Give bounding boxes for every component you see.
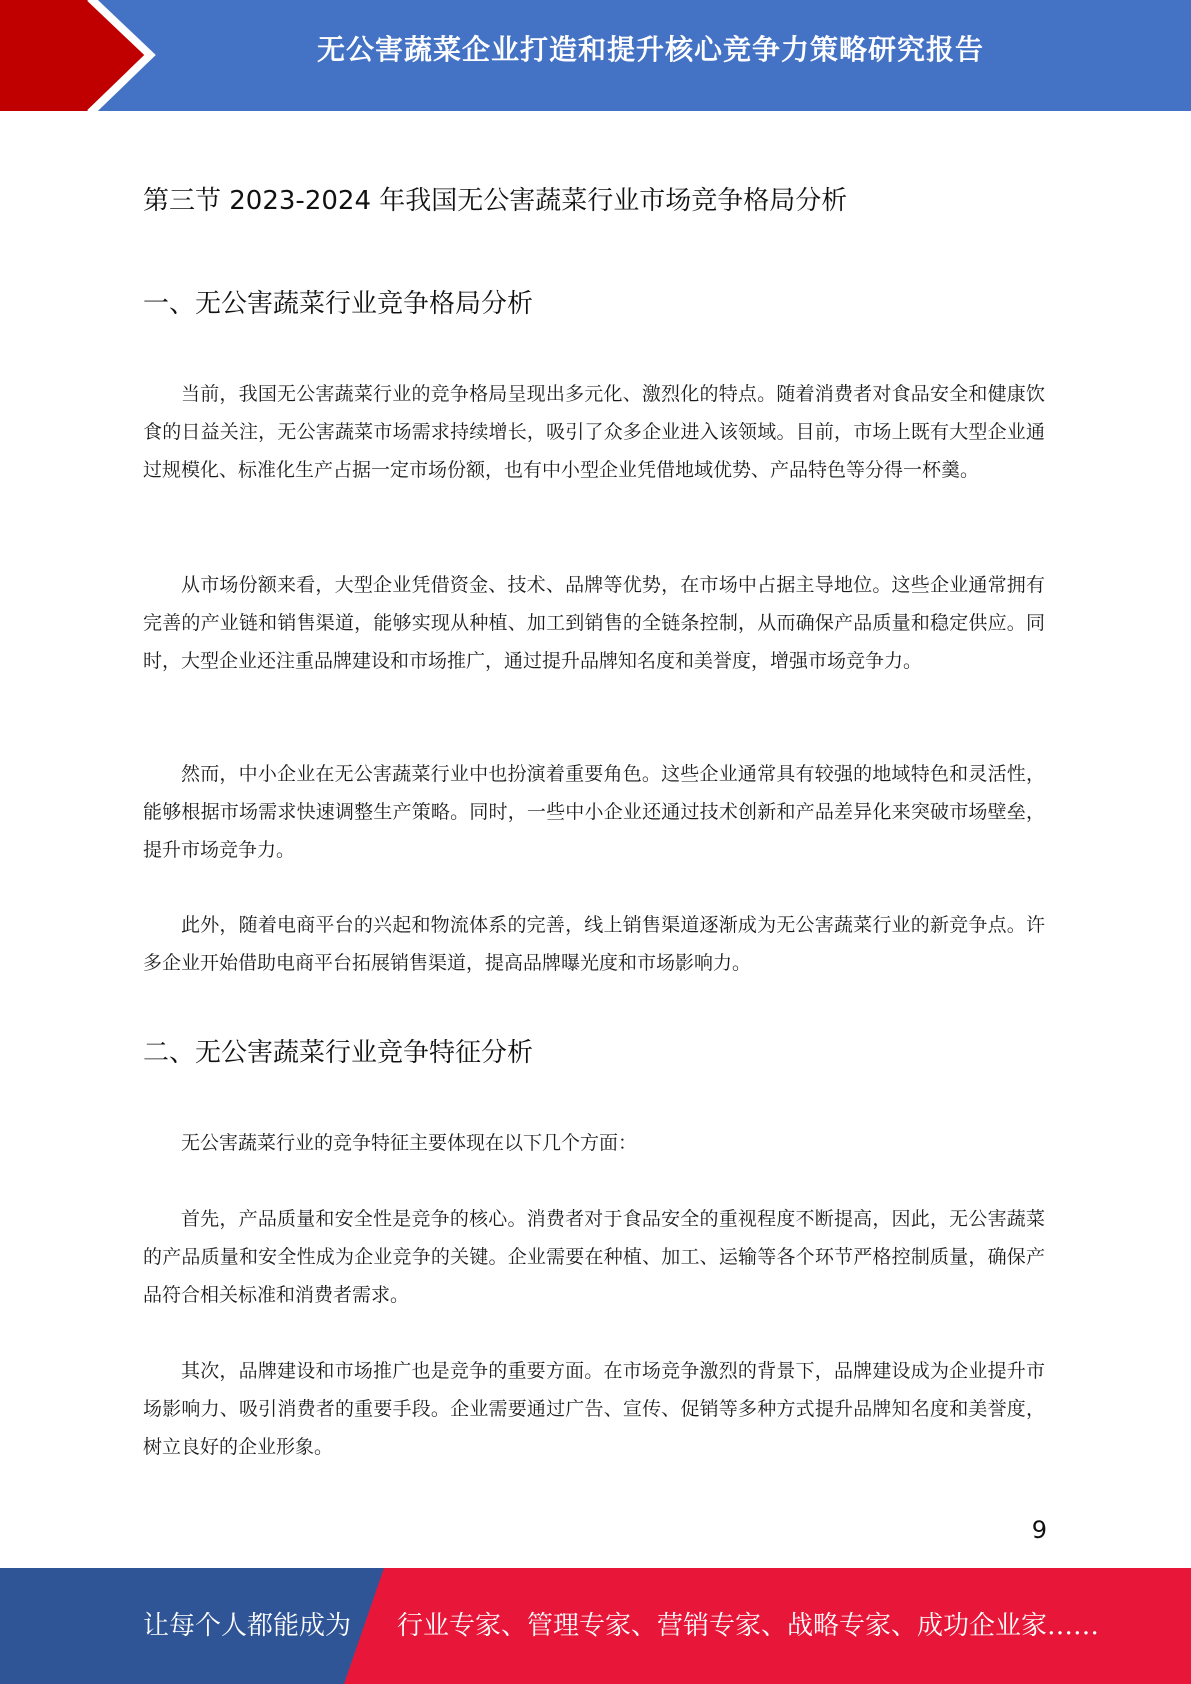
- report-title: 无公害蔬菜企业打造和提升核心竞争力策略研究报告: [316, 33, 984, 66]
- part2-paragraph-3: 其次，品牌建设和市场推广也是竞争的重要方面。在市场竞争激烈的背景下，品牌建设成为企业提升市场影响力、吸引消费者的重要手段。企业需要通过广告、宣传、促销等多种方式提升品牌知名度和美誉度，树立良好的企业形象。: [143, 1360, 1045, 1458]
- part2-paragraph-1: 无公害蔬菜行业的竞争特征主要体现在以下几个方面：: [181, 1132, 638, 1154]
- footer-slogan-right: 行业专家、管理专家、营销专家、战略专家、成功企业家……: [397, 1611, 1100, 1641]
- part1-paragraph-2: 从市场份额来看，大型企业凭借资金、技术、品牌等优势，在市场中占据主导地位。这些企业通常拥有完善的产业链和销售渠道，能够实现从种植、加工到销售的全链条控制，从而确保产品质量和稳定供应。同时，大型企业还注重品牌建设和市场推广，通过提升品牌知名度和美誉度，增强市场竞争力。: [143, 574, 1045, 672]
- header-arrow-graphic: [0, 0, 160, 111]
- footer-slogan-left: 让每个人都能成为: [143, 1611, 352, 1641]
- part1-heading: 一、无公害蔬菜行业竞争格局分析: [143, 289, 534, 319]
- part1-paragraph-1: 当前，我国无公害蔬菜行业的竞争格局呈现出多元化、激烈化的特点。随着消费者对食品安全和健康饮食的日益关注，无公害蔬菜市场需求持续增长，吸引了众多企业进入该领域。目前，市场上既有大型企业通过规模化、标准化生产占据一定市场份额，也有中小型企业凭借地域优势、产品特色等分得一杯羹。: [143, 383, 1045, 481]
- section-title: 第三节 2023-2024 年我国无公害蔬菜行业市场竞争格局分析: [143, 186, 848, 216]
- page-header: [0, 0, 1191, 111]
- header-arrow-shape: [0, 0, 148, 111]
- part1-paragraph-3: 然而，中小企业在无公害蔬菜行业中也扮演着重要角色。这些企业通常具有较强的地域特色和灵活性，能够根据市场需求快速调整生产策略。同时，一些中小企业还通过技术创新和产品差异化来突破市场壁垒，提升市场竞争力。: [143, 763, 1045, 861]
- part2-paragraph-2: 首先，产品质量和安全性是竞争的核心。消费者对于食品安全的重视程度不断提高，因此，无公害蔬菜的产品质量和安全性成为企业竞争的关键。企业需要在种植、加工、运输等各个环节严格控制质量，确保产品符合相关标准和消费者需求。: [143, 1208, 1045, 1306]
- page-footer: [0, 1568, 1191, 1684]
- part1-paragraph-4: 此外，随着电商平台的兴起和物流体系的完善，线上销售渠道逐渐成为无公害蔬菜行业的新竞争点。许多企业开始借助电商平台拓展销售渠道，提高品牌曝光度和市场影响力。: [143, 914, 1045, 974]
- part2-heading: 二、无公害蔬菜行业竞争特征分析: [143, 1038, 534, 1068]
- page-number: 9: [1031, 1516, 1047, 1544]
